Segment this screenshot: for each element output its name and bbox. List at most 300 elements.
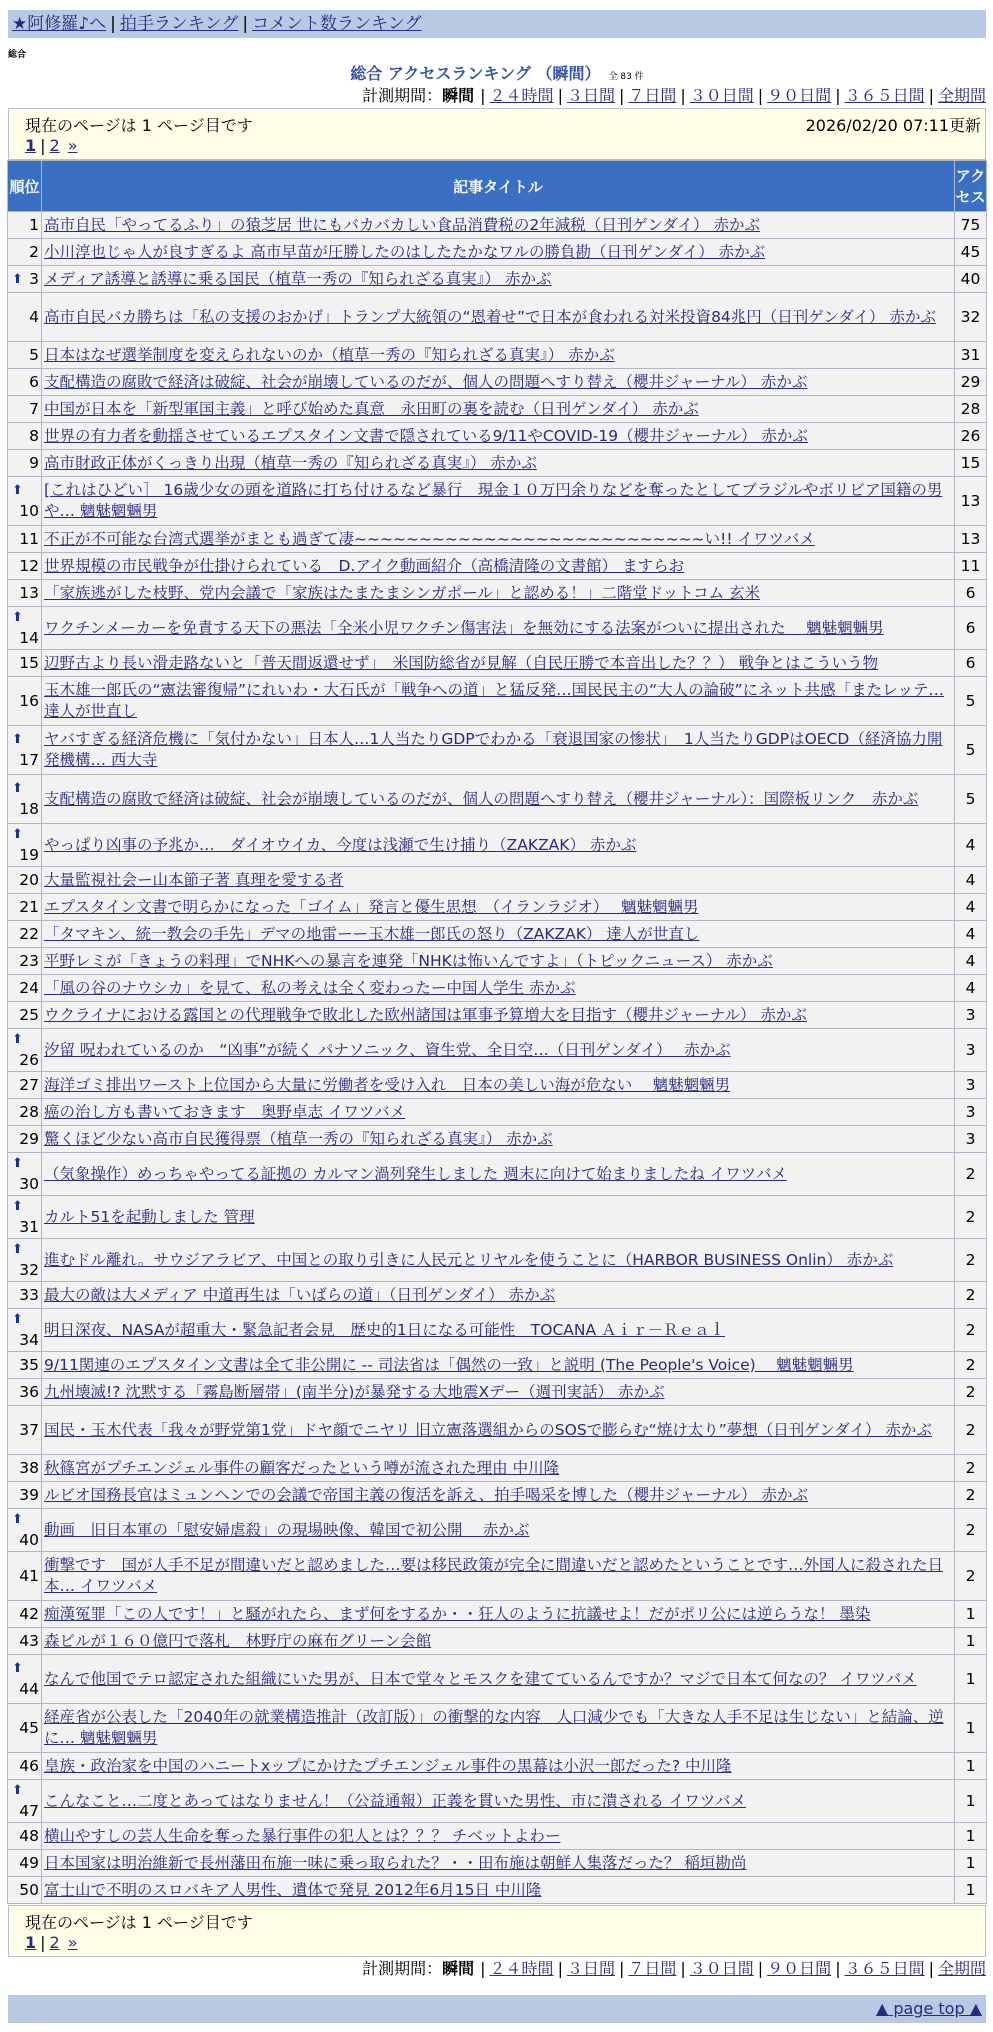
table-row [8, 553, 986, 579]
rank-cell [8, 824, 41, 866]
article-link[interactable]: 「タマキン、統一教会の手先」デマの地雷ーー玉木雄一郎氏の怒り（ZAKZAK） 達人が世直し [44, 924, 700, 943]
rank-cell [8, 1877, 41, 1903]
table-row [8, 1029, 986, 1071]
table-row [8, 1126, 986, 1152]
access-count: 3 [955, 1002, 986, 1028]
period-link-3d[interactable]: ３日間 [566, 86, 615, 105]
rank-number: 31 [19, 1218, 39, 1236]
rank-number: 43 [19, 1631, 39, 1650]
rank-number: 39 [19, 1485, 39, 1504]
period-link-all-bottom[interactable]: 全期間 [937, 1959, 986, 1978]
article-link[interactable]: 「家族逃がした枝野、党内会議で「家族はたまたまシンガポール」と認める！」二階堂ドットコム 玄米 [44, 583, 760, 602]
table-row [8, 1704, 986, 1752]
rank-cell [8, 1072, 41, 1098]
rank-number: 44 [19, 1680, 39, 1698]
article-link[interactable]: 海洋ゴミ排出ワースト上位国から大量に労働者を受け入れ 日本の美しい海が危ない 魑魅魍魎男 [44, 1075, 731, 1094]
table-row [8, 1309, 986, 1351]
rank-cell [8, 526, 41, 552]
nav-link-applause-ranking[interactable]: 拍手ランキング [119, 14, 239, 34]
title-cell [42, 726, 954, 774]
access-count: 1 [955, 1850, 986, 1876]
arrow-up-icon: ⬆ [12, 271, 23, 287]
rank-cell [8, 1482, 41, 1508]
article-link[interactable]: 世界の有力者を動揺させているエプスタイン文書で隠されている9/11やCOVID-19（櫻井ジャーナル） 赤かぶ [44, 426, 808, 445]
rank-number: 12 [19, 556, 39, 575]
rank-cell [8, 1029, 41, 1071]
article-link[interactable]: カルト51を起動しました 管理 [44, 1207, 255, 1226]
access-count: 75 [955, 212, 986, 238]
article-link[interactable]: 「風の谷のナウシカ」を見て、私の考えは全く変わったー中国人学生 赤かぶ [44, 978, 576, 997]
article-link[interactable]: 最大の敵は大メディア 中道再生は「いばらの道」（日刊ゲンダイ） 赤かぶ [44, 1285, 556, 1304]
title-cell [42, 239, 954, 265]
access-count: 4 [955, 894, 986, 920]
rank-cell [8, 1780, 41, 1822]
article-link[interactable]: 秋篠宮がプチエンジェル事件の顧客だったという噂が流された理由 中川隆 [44, 1458, 560, 1477]
title-cell [42, 423, 954, 449]
title-cell [42, 212, 954, 238]
title-cell [42, 1309, 954, 1351]
article-link[interactable]: こんなこと…二度とあってはなりません！（公益通報）正義を貫いた男性、市に潰される イワツバメ [44, 1791, 746, 1810]
access-count: 26 [955, 423, 986, 449]
rank-cell [8, 580, 41, 606]
title-cell [42, 921, 954, 947]
period-link-7d[interactable]: ７日間 [628, 86, 677, 105]
rank-number: 42 [19, 1604, 39, 1623]
rank-cell [8, 1406, 41, 1454]
title-cell [42, 553, 954, 579]
rank-cell [8, 1309, 41, 1351]
access-count: 4 [955, 867, 986, 893]
footer-bar [8, 1995, 986, 2023]
total-count: 全 83 件 [608, 72, 644, 82]
title-cell [42, 1877, 954, 1903]
rank-cell [8, 1455, 41, 1481]
table-row [8, 342, 986, 368]
access-count: 3 [955, 1029, 986, 1071]
table-row [8, 1239, 986, 1281]
title-cell [42, 266, 954, 292]
access-count: 5 [955, 775, 986, 823]
table-row [8, 824, 986, 866]
article-link[interactable]: 富士山で不明のスロバキア人男性、遺体で発見 2012年6月15日 中川隆 [44, 1880, 542, 1899]
access-count: 1 [955, 1823, 986, 1849]
title-cell [42, 477, 954, 525]
title-cell [42, 580, 954, 606]
title-cell [42, 1239, 954, 1281]
article-link[interactable]: [これはひどい］ 16歳少女の頭を道路に打ち付けるなど暴行 現金１０万円余りなどを奪ったとしてブラジルやボリビア国籍の男や… 魑魅魍魎男 [44, 481, 943, 520]
access-count: 1 [955, 1753, 986, 1779]
rank-number: 6 [29, 372, 39, 391]
rank-number: 34 [19, 1331, 39, 1349]
table-row [8, 580, 986, 606]
title-cell [42, 450, 954, 476]
page-info-top [8, 108, 986, 160]
article-link[interactable]: 明日深夜、NASAが超重大・緊急記者会見 歴史的1日になる可能性 TOCANA Ａｉｒ－Ｒｅａｌ [44, 1320, 726, 1339]
rank-number: 15 [19, 653, 39, 672]
table-row [8, 1153, 986, 1195]
current-page-text: 現在のページは 1 ページ目です [25, 116, 253, 135]
arrow-up-icon: ⬆ [12, 1032, 23, 1047]
article-link[interactable]: 辺野古より長い滑走路ないと「普天間返還せず」 米国防総省が見解（自民圧勝で本音出した？？） 戦争とはこういう物 [44, 653, 879, 672]
period-current-bottom: 瞬間 [442, 1959, 475, 1978]
access-count: 3 [955, 1126, 986, 1152]
period-link-30d[interactable]: ３０日間 [689, 86, 754, 105]
rank-cell [8, 1196, 41, 1238]
rank-cell [8, 726, 41, 774]
rank-number: 16 [19, 691, 39, 710]
rank-number: 3 [29, 269, 39, 288]
access-count: 6 [955, 650, 986, 676]
table-row [8, 1628, 986, 1654]
access-count: 2 [955, 1153, 986, 1195]
table-row [8, 975, 986, 1001]
title-cell [42, 342, 954, 368]
rank-cell [8, 212, 41, 238]
title-cell [42, 1196, 954, 1238]
article-link[interactable]: 進むドル離れ。サウジアラビア、中国との取り引きに人民元とリヤルを使うことに（HARBOR BUSINESS Onlin） 赤かぶ [44, 1250, 894, 1269]
article-link[interactable]: 高市自民バカ勝ちは「私の支援のおかげ」トランプ大統領の“恩着せ”で日本が食われる対米投資84兆円（日刊ゲンダイ） 赤かぶ [44, 307, 936, 326]
table-row [8, 607, 986, 649]
period-nav-bottom: 計測期間：瞬間 | ２４時間 | ３日間 | ７日間 | ３０日間 | ９０日間 | ３６５日間 | 全期間 [362, 1959, 986, 1978]
period-label-bottom: 計測期間： [362, 1959, 443, 1978]
table-row [8, 1655, 986, 1703]
article-link[interactable]: なんで他国でテロ認定された組織にいた男が、日本で堂々とモスクを建てているんですか？マジで日本て何なの？ イワツバメ [44, 1669, 917, 1688]
title-cell [42, 775, 954, 823]
article-link[interactable]: 驚くほど少ない高市自民獲得票（植草一秀の『知られざる真実』） 赤かぶ [44, 1129, 553, 1148]
article-link[interactable]: 玉木雄一郎氏の“憲法審復帰”にれいわ・大石氏が「戦争への道」と猛反発…国民民主の“大人の論破”にネット共感「またレッテ… 達人が世直し [44, 681, 944, 720]
table-row [8, 1780, 986, 1822]
table-row [8, 239, 986, 265]
table-row [8, 1379, 986, 1405]
rank-number: 8 [29, 426, 39, 445]
table-row [8, 423, 986, 449]
table-row [8, 921, 986, 947]
article-link[interactable]: 支配構造の腐敗で経済は破綻、社会が崩壊しているのだが、個人の問題へすり替え（櫻井ジャーナル） 赤かぶ [44, 372, 808, 391]
article-link[interactable]: 世界規模の市民戦争が仕掛けられている D.アイク動画紹介（高橋清隆の文書館） ますらお [44, 556, 685, 575]
rank-cell [8, 1628, 41, 1654]
rank-number: 21 [19, 897, 39, 916]
article-link[interactable]: 動画 旧日本軍の「慰安婦虐殺」の現場映像、韓国で初公開 赤かぶ [44, 1520, 530, 1539]
title-cell [42, 1482, 954, 1508]
period-link-7d-bottom[interactable]: ７日間 [628, 1959, 677, 1978]
access-count: 6 [955, 580, 986, 606]
table-row [8, 677, 986, 725]
rank-cell [8, 553, 41, 579]
rank-cell [8, 1352, 41, 1378]
article-link[interactable]: やっぱり凶事の予兆か… ダイオウイカ、今度は浅瀬で生け捕り（ZAKZAK） 赤かぶ [44, 835, 637, 854]
table-row [8, 293, 986, 341]
rank-cell [8, 607, 41, 649]
access-count: 2 [955, 1482, 986, 1508]
access-count: 1 [955, 1655, 986, 1703]
rank-cell [8, 423, 41, 449]
rank-cell [8, 1850, 41, 1876]
table-row [8, 369, 986, 395]
rank-cell [8, 1509, 41, 1551]
table-row [8, 526, 986, 552]
title-cell [42, 894, 954, 920]
article-link[interactable]: 日本国家は明治維新で長州藩田布施一味に乗っ取られた？・・田布施は朝鮮人集落だった？ 稲垣勘尚 [44, 1853, 747, 1872]
access-count: 32 [955, 293, 986, 341]
table-row [8, 1482, 986, 1508]
updated-timestamp: 2026/02/20 07:11更新 [805, 116, 981, 135]
article-link[interactable]: 横山やすしの芸人生命を奪った暴行事件の犯人とは？？？ チベットよわー [44, 1826, 561, 1845]
page-link-2-bottom[interactable]: 2 [49, 1933, 60, 1952]
article-link[interactable]: 痴漢冤罪「この人です！」と騒がれたら、まず何をするか・・狂人のように抗議せよ！だがポリ公には逆らうな！ 墨染 [44, 1604, 871, 1623]
access-count: 2 [955, 1352, 986, 1378]
top-nav: ★阿修羅♪へ | 拍手ランキング | コメント数ランキング [8, 10, 986, 38]
rank-cell [8, 1655, 41, 1703]
table-row [8, 1352, 986, 1378]
header-access: アクセス [955, 161, 986, 211]
title-cell [42, 607, 954, 649]
article-link[interactable]: 癌の治し方も書いておきます 奥野卓志 イワツバメ [44, 1102, 406, 1121]
article-link[interactable]: 大量監視社会ー山本節子著 真理を愛する者 [44, 870, 344, 889]
rank-number: 17 [19, 751, 39, 769]
table-row [8, 650, 986, 676]
page-info-bottom [8, 1905, 986, 1957]
period-link-24h[interactable]: ２４時間 [489, 86, 554, 105]
access-count: 2 [955, 1309, 986, 1351]
rank-number: 10 [19, 502, 39, 520]
access-count: 11 [955, 553, 986, 579]
arrow-up-icon: ⬆ [12, 781, 23, 796]
title-cell [42, 396, 954, 422]
article-link[interactable]: 汐留 呪われているのか “凶事”が続く パナソニック、資生党、全日空…（日刊ゲンダイ） 赤かぶ [44, 1040, 731, 1059]
page-link-1[interactable]: 1 [25, 136, 37, 155]
article-link[interactable]: 小川淳也じゃ人が良すぎるよ 高市早苗が圧勝したのはしたたかなワルの勝負勘（日刊ゲンダイ） 赤かぶ [44, 242, 766, 261]
page-link-2[interactable]: 2 [49, 136, 60, 155]
access-count: 2 [955, 1282, 986, 1308]
ranking-table [7, 160, 987, 1904]
rank-cell [8, 1153, 41, 1195]
article-link[interactable]: 日本はなぜ選挙制度を変えられないのか（植草一秀の『知られざる真実』） 赤かぶ [44, 345, 615, 364]
period-nav-top: 計測期間：瞬間 | ２４時間 | ３日間 | ７日間 | ３０日間 | ９０日間 | ３６５日間 | 全期間 [362, 86, 986, 105]
rank-cell [8, 477, 41, 525]
access-count: 3 [955, 1072, 986, 1098]
article-link[interactable]: 経産省が公表した「2040年の就業構造推計（改訂版）」の衝撃的な内容 人口減少でも「大きな人手不足は生じない」と結論、逆に… 魑魅魍魎男 [44, 1708, 944, 1747]
rank-cell [8, 1552, 41, 1600]
rank-number: 33 [19, 1285, 39, 1304]
access-count: 45 [955, 239, 986, 265]
title-cell [42, 1655, 954, 1703]
title-cell [42, 1072, 954, 1098]
rank-number: 45 [19, 1718, 39, 1737]
title-cell [42, 526, 954, 552]
rank-number: 18 [19, 800, 39, 818]
access-count: 13 [955, 477, 986, 525]
article-link[interactable]: 高市財政正体がくっきり出現（植草一秀の『知られざる真実』） 赤かぶ [44, 453, 537, 472]
rank-cell [8, 1704, 41, 1752]
access-count: 1 [955, 1780, 986, 1822]
rank-cell [8, 1002, 41, 1028]
rank-number: 46 [19, 1756, 39, 1775]
rank-cell [8, 1282, 41, 1308]
title-cell [42, 1823, 954, 1849]
header-title: 記事タイトル [42, 161, 954, 211]
rank-number: 4 [29, 307, 39, 326]
rank-number: 9 [29, 453, 39, 472]
article-link[interactable]: ヤバすぎる経済危機に「気付かない」日本人…1人当たりGDPでわかる「衰退国家の惨状」 1人当たりGDPはOECD（経済協力開発機構… 西大寺 [44, 730, 943, 769]
rank-number: 50 [19, 1880, 39, 1899]
title-cell [42, 650, 954, 676]
article-link[interactable]: 高市自民「やってるふり」の猿芝居 世にもバカバカしい食品消費税の2年減税（日刊ゲンダイ） 赤かぶ [44, 215, 760, 234]
period-link-all[interactable]: 全期間 [937, 86, 986, 105]
page-link-next[interactable]: » [67, 136, 78, 155]
table-row [8, 1099, 986, 1125]
arrow-up-icon: ⬆ [12, 1242, 23, 1257]
rank-number: 26 [19, 1051, 39, 1069]
rank-number: 32 [19, 1261, 39, 1279]
table-row [8, 1072, 986, 1098]
title-cell [42, 1126, 954, 1152]
nav-link-asyura[interactable]: ★阿修羅♪へ [12, 14, 107, 34]
rank-number: 14 [19, 629, 39, 647]
period-link-365d-bottom[interactable]: ３６５日間 [844, 1959, 925, 1978]
rank-number: 47 [19, 1802, 39, 1820]
title-cell [42, 1029, 954, 1071]
title-cell [42, 677, 954, 725]
title-cell [42, 1704, 954, 1752]
rank-cell [8, 867, 41, 893]
rank-number: 25 [19, 1005, 39, 1024]
access-count: 2 [955, 1552, 986, 1600]
title-cell [42, 1379, 954, 1405]
rank-number: 22 [19, 924, 39, 943]
period-link-3d-bottom[interactable]: ３日間 [566, 1959, 615, 1978]
article-link[interactable]: （気象操作）めっちゃやってる証拠の カルマン渦列発生しました 週末に向けて始まりましたね イワツバメ [44, 1164, 787, 1183]
access-count: 15 [955, 450, 986, 476]
table-row [8, 1877, 986, 1903]
access-count: 6 [955, 607, 986, 649]
article-link[interactable]: 九州壊滅!? 沈黙する「霧島断層帯」(南半分)が暴発する大地震Xデー（週刊実話） 赤かぶ [44, 1382, 665, 1401]
rank-cell [8, 921, 41, 947]
article-link[interactable]: 衝撃です 国が人手不足が間違いだと認めました…要は移民政策が完全に間違いだと認めたということです…外国人に殺された日本… イワツバメ [44, 1556, 944, 1595]
page-link-1-bottom[interactable]: 1 [25, 1933, 37, 1952]
access-count: 2 [955, 1196, 986, 1238]
arrow-up-icon: ⬆ [12, 1312, 23, 1327]
article-link[interactable]: ウクライナにおける露国との代理戦争で敗北した欧州諸国は軍事予算増大を目指す（櫻井ジャーナル） 赤かぶ [44, 1005, 807, 1024]
title-cell [42, 1406, 954, 1454]
title-cell [42, 1601, 954, 1627]
rank-number: 7 [29, 399, 39, 418]
access-count: 1 [955, 1704, 986, 1752]
article-link[interactable]: 9/11関連のエプスタイン文書は全て非公開に -- 司法省は「偶然の一致」と説明 (The People's Voice) 魑魅魍魎男 [44, 1355, 854, 1374]
rank-number: 2 [29, 242, 39, 261]
title-cell [42, 1099, 954, 1125]
rank-number: 28 [19, 1102, 39, 1121]
rank-cell [8, 1239, 41, 1281]
access-count: 2 [955, 1406, 986, 1454]
period-link-365d[interactable]: ３６５日間 [844, 86, 925, 105]
article-link[interactable]: 支配構造の腐敗で経済は破綻、社会が崩壊しているのだが、個人の問題へすり替え（櫻井ジャーナル）：国際板リンク 赤かぶ [44, 789, 919, 808]
page-top-link[interactable]: ▲ page top ▲ [875, 1999, 982, 2018]
article-link[interactable]: 森ビルが１６０億円で落札 林野庁の麻布グリーン会館 [44, 1631, 432, 1650]
period-link-90d[interactable]: ９０日間 [767, 86, 832, 105]
table-row [8, 477, 986, 525]
page-link-next-bottom[interactable]: » [67, 1933, 78, 1952]
article-link[interactable]: 国民・玉木代表「我々が野党第1党」ドヤ顔でニヤリ 旧立憲落選組からのSOSで膨らむ“焼け太り”夢想（日刊ゲンダイ） 赤かぶ [44, 1420, 932, 1439]
article-link[interactable]: 皇族・政治家を中国のハニートxップにかけたプチエンジェル事件の黒幕は小沢一郎だった? 中川隆 [44, 1756, 732, 1775]
title-cell [42, 1282, 954, 1308]
arrow-up-icon: ⬆ [12, 1199, 23, 1214]
article-link[interactable]: 平野レミが「きょうの料理」でNHKへの暴言を連発「NHKは怖いんですよ」（トピックニュース） 赤かぶ [44, 951, 773, 970]
rank-cell [8, 894, 41, 920]
rank-cell [8, 1823, 41, 1849]
rank-cell [8, 1099, 41, 1125]
title-row [8, 64, 986, 84]
arrow-up-icon: ⬆ [12, 610, 23, 625]
pagination-top: 1 | 2 » [25, 136, 78, 155]
title-cell [42, 1628, 954, 1654]
table-row [8, 266, 986, 292]
article-link[interactable]: エプスタイン文書で明らかになった「ゴイム」発言と優生思想 （イランラジオ） 魑魅魍魎男 [44, 897, 699, 916]
access-count: 3 [955, 1099, 986, 1125]
ranking-rows [8, 212, 986, 1903]
current-page-text-bottom: 現在のページは 1 ページ目です [25, 1913, 253, 1932]
access-count: 28 [955, 396, 986, 422]
table-row [8, 1552, 986, 1600]
article-link[interactable]: ワクチンメーカーを免責する天下の悪法「全米小児ワクチン傷害法」を無効にする法案がついに提出された 魑魅魍魎男 [44, 618, 884, 637]
page-title: 総合 アクセスランキング （瞬間） [350, 64, 601, 83]
rank-number: 29 [19, 1129, 39, 1148]
title-cell [42, 1153, 954, 1195]
arrow-up-icon: ⬆ [12, 827, 23, 842]
access-count: 13 [955, 526, 986, 552]
pagination-bottom: 1 | 2 » [25, 1933, 78, 1952]
article-link[interactable]: メディア誘導と誘導に乗る国民（植草一秀の『知られざる真実』） 赤かぶ [44, 269, 552, 288]
period-current: 瞬間 [442, 86, 475, 105]
rank-number: 37 [19, 1420, 39, 1439]
title-cell [42, 1352, 954, 1378]
access-count: 5 [955, 726, 986, 774]
article-link[interactable]: ルビオ国務長官はミュンヘンでの会議で帝国主義の復活を訴え、拍手喝采を博した（櫻井ジャーナル） 赤かぶ [44, 1485, 808, 1504]
table-row [8, 948, 986, 974]
rank-number: 38 [19, 1458, 39, 1477]
rank-number: 11 [19, 529, 39, 548]
rank-cell [8, 948, 41, 974]
arrow-up-icon: ⬆ [12, 1156, 23, 1171]
rank-number: 27 [19, 1075, 39, 1094]
rank-cell [8, 342, 41, 368]
title-cell [42, 1850, 954, 1876]
rank-cell [8, 396, 41, 422]
access-count: 4 [955, 824, 986, 866]
period-link-24h-bottom[interactable]: ２４時間 [489, 1959, 554, 1978]
nav-link-comment-ranking[interactable]: コメント数ランキング [252, 14, 422, 34]
rank-cell [8, 1601, 41, 1627]
access-count: 29 [955, 369, 986, 395]
rank-number: 19 [19, 846, 39, 864]
rank-number: 48 [19, 1826, 39, 1845]
rank-number: 40 [19, 1531, 39, 1549]
rank-cell [8, 266, 41, 292]
period-label: 計測期間： [362, 86, 443, 105]
arrow-up-icon: ⬆ [12, 732, 23, 747]
table-row [8, 1509, 986, 1551]
period-link-30d-bottom[interactable]: ３０日間 [689, 1959, 754, 1978]
access-count: 4 [955, 921, 986, 947]
period-link-90d-bottom[interactable]: ９０日間 [767, 1959, 832, 1978]
access-count: 4 [955, 975, 986, 1001]
table-row [8, 726, 986, 774]
title-cell [42, 1753, 954, 1779]
article-link[interactable]: 不正が不可能な台湾式選挙がまとも過ぎて凄~~~~~~~~~~~~~~~~~~~~~~~~~~~い!! イワツバメ [44, 529, 815, 548]
rank-number: 30 [19, 1175, 39, 1193]
table-row [8, 1282, 986, 1308]
article-link[interactable]: 中国が日本を「新型軍国主義」と呼び始めた真意 永田町の裏を読む（日刊ゲンダイ） 赤かぶ [44, 399, 699, 418]
rank-cell [8, 369, 41, 395]
